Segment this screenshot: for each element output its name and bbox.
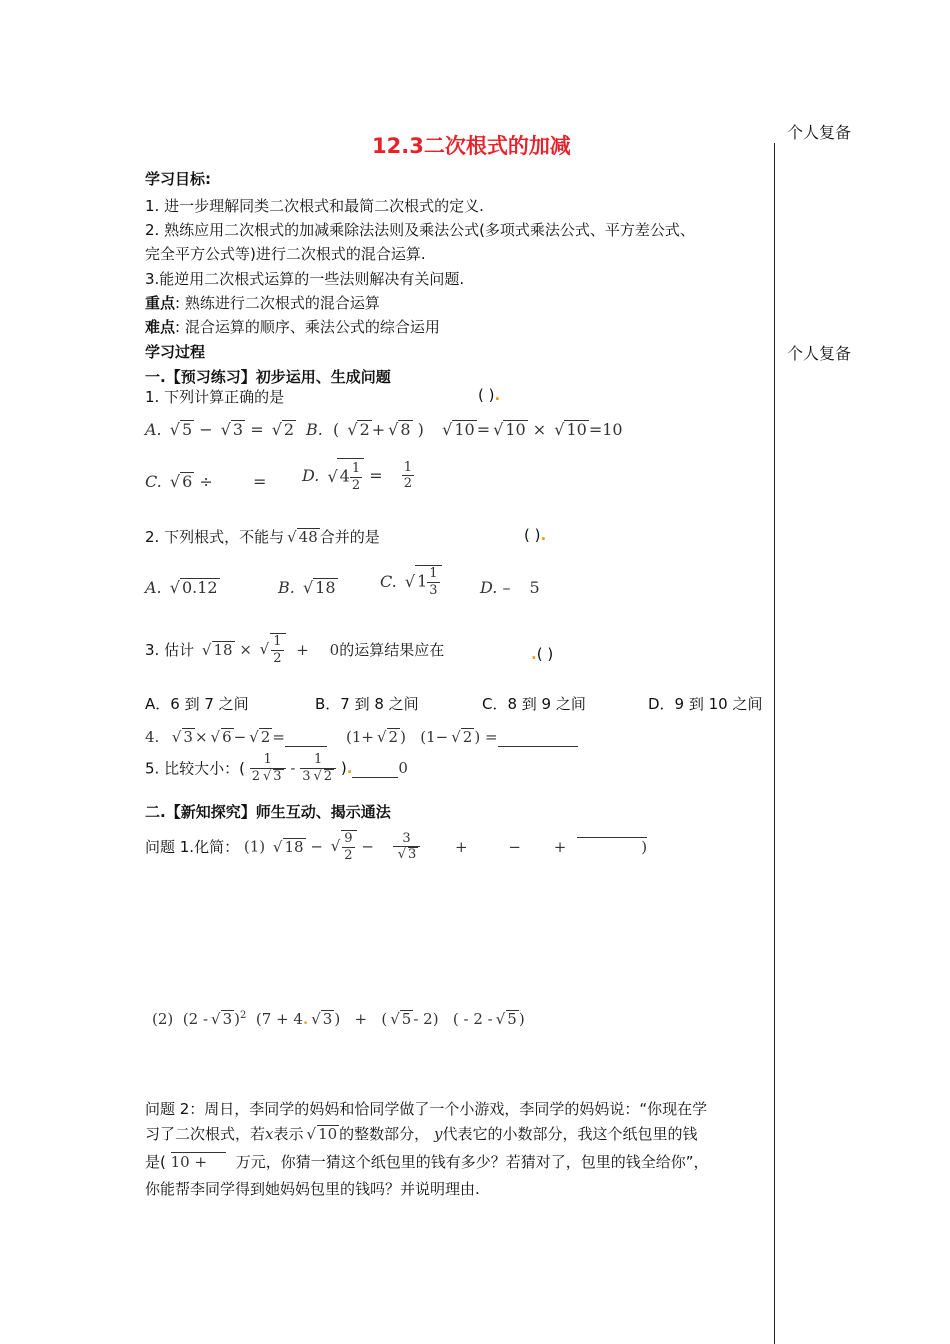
sqrt-2: √ 2	[269, 420, 296, 439]
goal-item-2-cont: 完全平方公式等)进行二次根式的混合运算.	[145, 245, 426, 263]
equals-sign: =	[252, 472, 267, 491]
sqrt-10: √ 10	[304, 1125, 340, 1143]
sqrt-2: √ 2	[246, 728, 272, 746]
sqrt-2: √ 2	[344, 420, 371, 439]
sqrt-5: √ 5	[167, 420, 194, 439]
minus-sign: −	[199, 420, 213, 439]
q1-d-label: D.	[302, 466, 320, 486]
q1-stem: 1. 下列计算正确的是	[145, 388, 285, 406]
annotation-dot: .	[346, 759, 353, 778]
process-heading: 学习过程	[145, 343, 206, 361]
q1-a-label: A.	[145, 420, 162, 439]
open-paren: (	[333, 420, 340, 439]
equals-sign: =	[369, 466, 383, 486]
q5-label: 5. 比较大小：(	[145, 759, 245, 778]
problem1-expression	[145, 830, 647, 863]
sqrt-one-half: √ $\frac{1}{2}$	[257, 633, 286, 666]
sqrt-3: √ 3	[208, 1010, 234, 1028]
line2-text-b: 表示	[273, 1125, 304, 1143]
goal-item-1: 1. 进一步理解同类二次根式和最简二次根式的定义.	[145, 197, 484, 215]
difficulty-text: : 混合运算的顺序、乘法公式的综合运用	[175, 318, 440, 336]
key-point	[145, 292, 380, 313]
sqrt-48: √ 48	[284, 528, 320, 546]
minus-sign: −	[233, 728, 247, 746]
times-sign: ×	[532, 420, 547, 439]
group-d-post: )	[518, 1010, 525, 1028]
sqrt-mixed-one-third: √ 1 $\frac{1}{3}$	[402, 565, 442, 598]
radical-group: )	[577, 837, 647, 856]
q1-answer-bracket	[478, 386, 500, 404]
q3-stem	[145, 633, 444, 666]
q2-answer-bracket	[524, 526, 546, 544]
sqrt-0.12: √ 0.12	[167, 578, 220, 597]
section1-heading: 一.【预习练习】初步运用、生成问题	[145, 368, 391, 386]
close-paren: )	[417, 420, 424, 439]
paren-group-1-post: )	[400, 728, 406, 746]
divide-sign: ÷	[199, 472, 213, 491]
group-a-pre: (2 -	[182, 1010, 209, 1028]
dash: –	[502, 578, 511, 597]
q2-stem	[145, 526, 380, 547]
q3-option-a: A．6 到 7 之间	[145, 695, 249, 713]
q1-option-d	[302, 458, 414, 493]
key-point-label: 重点	[145, 294, 176, 312]
sqrt-3: √ 3	[218, 420, 245, 439]
q2-d-label: D.	[480, 578, 498, 597]
minus-sign: −	[310, 837, 323, 856]
equals-sign: =	[484, 728, 498, 746]
q1-bracket: ( )	[478, 386, 495, 404]
times-sign: ×	[239, 640, 252, 659]
line2-text-a: 习了二次根式，若	[145, 1125, 266, 1143]
result-10: =10	[588, 420, 623, 439]
q3-option-b: B．7 到 8 之间	[315, 695, 419, 713]
q1-b-label: B.	[306, 420, 323, 439]
fraction-half: $\frac{1}{2}$	[403, 459, 412, 492]
sqrt-mixed-fraction: √ 4 $\frac{1}{2}$	[324, 458, 364, 493]
sqrt-18: √ 18	[270, 838, 306, 856]
plus-sign: +	[553, 837, 567, 856]
sqrt-18: √ 18	[300, 578, 338, 597]
equals-sign: =	[476, 420, 491, 439]
q3-stem-post: 的运算结果应在	[339, 641, 445, 660]
sqrt-6: √ 6	[167, 472, 194, 491]
answer-blank	[352, 759, 398, 778]
group-a-post: )	[234, 1010, 240, 1028]
line3-text-b: 万元，你猜一猜这个纸包里的钱有多少？若猜对了，包里的钱全给你”，	[235, 1153, 709, 1171]
sqrt-8: √ 8	[385, 420, 412, 439]
q5-expression	[145, 752, 408, 784]
equals-sign: =	[250, 420, 264, 439]
q2-stem-pre: 2. 下列根式，不能与	[145, 528, 285, 546]
variable-y: y	[433, 1125, 443, 1143]
line3-text-a: 是(	[145, 1153, 166, 1171]
plus-sign: +	[296, 640, 309, 659]
sqrt-3: √ 3	[308, 1010, 334, 1028]
problem2-line-3	[145, 1151, 709, 1172]
group-d-pre: ( - 2 -	[452, 1010, 493, 1028]
q1-option-a	[145, 420, 296, 439]
q2-c-label: C.	[380, 572, 397, 592]
problem2-line-2	[145, 1123, 697, 1144]
sqrt-fraction-9-over-2: √ $\frac{9}{2}$	[328, 830, 357, 863]
group-c-pre: (	[381, 1010, 388, 1028]
line2-text-d: 代表它的小数部分，我这个纸包里的钱	[442, 1125, 698, 1143]
q4-expression	[145, 728, 578, 747]
paren-group-2-pre: (1−	[420, 728, 449, 746]
q3-answer-bracket	[531, 645, 553, 663]
q2-option-c	[380, 565, 442, 598]
fraction-1-over-2sqrt3: $\frac{1}{2√ 3}$	[250, 752, 286, 784]
q1-option-b	[306, 420, 623, 439]
radicand-10-expression: 10 +	[171, 1152, 227, 1171]
plus-sign: +	[354, 1010, 368, 1028]
problem1-part2	[152, 1010, 525, 1028]
times-sign: ×	[194, 728, 208, 746]
close-paren: )	[340, 759, 347, 778]
sqrt-5: √ 5	[387, 1010, 413, 1028]
annotation-dot: .	[494, 386, 501, 404]
line2-text-c: 的整数部分，	[339, 1125, 430, 1143]
sqrt-10: √ 10	[439, 420, 477, 439]
equals-sign: =	[272, 728, 285, 746]
sqrt-10: √ 10	[551, 420, 589, 439]
goals-heading: 学习目标:	[145, 170, 211, 188]
q2-option-b	[278, 578, 338, 597]
q2-a-label: A.	[145, 578, 162, 597]
answer-blank	[498, 728, 578, 747]
partial-radicand-0: 0	[329, 640, 340, 659]
q2-stem-post: 合并的是	[319, 528, 380, 546]
paren-group-1-pre: (1+	[346, 728, 374, 746]
q4-label: 4.	[145, 728, 160, 746]
minus-sign: -	[290, 759, 296, 778]
annotation-dot: .	[540, 526, 547, 544]
exponent-2: 2	[240, 1010, 247, 1021]
sqrt-3: √ 3	[169, 728, 195, 746]
q1-option-c	[145, 472, 266, 491]
fraction-1-over-3sqrt2: $\frac{1}{3√ 2}$	[300, 752, 336, 784]
problem2-line-1: 问题 2：周日，李同学的妈妈和恰同学做了一个小游戏，李同学的妈妈说：“你现在学	[145, 1100, 708, 1118]
difficulty	[145, 316, 440, 337]
plus-sign: +	[455, 837, 468, 856]
problem2-line-4: 你能帮李同学得到她妈妈包里的钱吗？并说明理由.	[145, 1180, 480, 1198]
q2-b-label: B.	[278, 578, 295, 597]
part-1-label: (1)	[243, 837, 266, 856]
sqrt-2: √ 2	[448, 728, 474, 746]
goal-item-3: 3.能逆用二次根式运算的一些法则解决有关问题.	[145, 270, 465, 288]
q1-c-label: C.	[145, 472, 162, 491]
q3-bracket: ( )	[536, 645, 554, 663]
page-title: 12.3二次根式的加减	[372, 134, 571, 158]
q2-option-d	[480, 578, 540, 597]
part-2-label: (2)	[152, 1010, 174, 1028]
q2-option-a	[145, 578, 220, 597]
zero: 0	[398, 759, 408, 778]
plus-sign: +	[371, 420, 386, 439]
q2-bracket: ( )	[524, 526, 541, 544]
group-c-post: - 2)	[413, 1010, 439, 1028]
annotation-dot: .	[531, 645, 537, 663]
group-b-post: )	[334, 1010, 341, 1028]
sqrt-10: √ 10	[490, 420, 528, 439]
q3-option-d: D．9 到 10 之间	[648, 695, 763, 713]
sqrt-2: √ 2	[374, 728, 400, 746]
group-b-pre: (7 + 4	[255, 1010, 303, 1028]
annotation-dot: .	[302, 1010, 309, 1028]
q3-option-c: C．8 到 9 之间	[482, 695, 586, 713]
side-label-review-2: 个人复备	[787, 344, 852, 363]
goal-item-2: 2. 熟练应用二次根式的加减乘除法法则及乘法公式(多项式乘法公式、平方差公式、	[145, 221, 695, 239]
minus-sign: −	[361, 837, 374, 856]
minus-sign: −	[508, 837, 521, 856]
partial-radicand-5: 5	[529, 578, 540, 597]
side-label-review-1: 个人复备	[787, 123, 852, 142]
variable-x: x	[265, 1125, 274, 1143]
paren-group-2-post: )	[474, 728, 481, 746]
section2-heading: 二.【新知探究】师生互动、揭示通法	[145, 803, 391, 821]
sqrt-18: √ 18	[199, 641, 235, 659]
sqrt-5: √ 5	[493, 1010, 519, 1028]
margin-divider-line	[774, 143, 775, 1344]
q3-stem-pre: 3. 估计	[145, 641, 195, 660]
sqrt-6: √ 6	[208, 728, 234, 746]
fraction-3-over-sqrt3: 3 √ 3	[393, 831, 421, 863]
answer-blank	[285, 728, 327, 747]
difficulty-label: 难点	[145, 318, 176, 336]
problem1-label: 问题 1.化简：	[145, 838, 240, 857]
key-point-text: : 熟练进行二次根式的混合运算	[175, 294, 380, 312]
